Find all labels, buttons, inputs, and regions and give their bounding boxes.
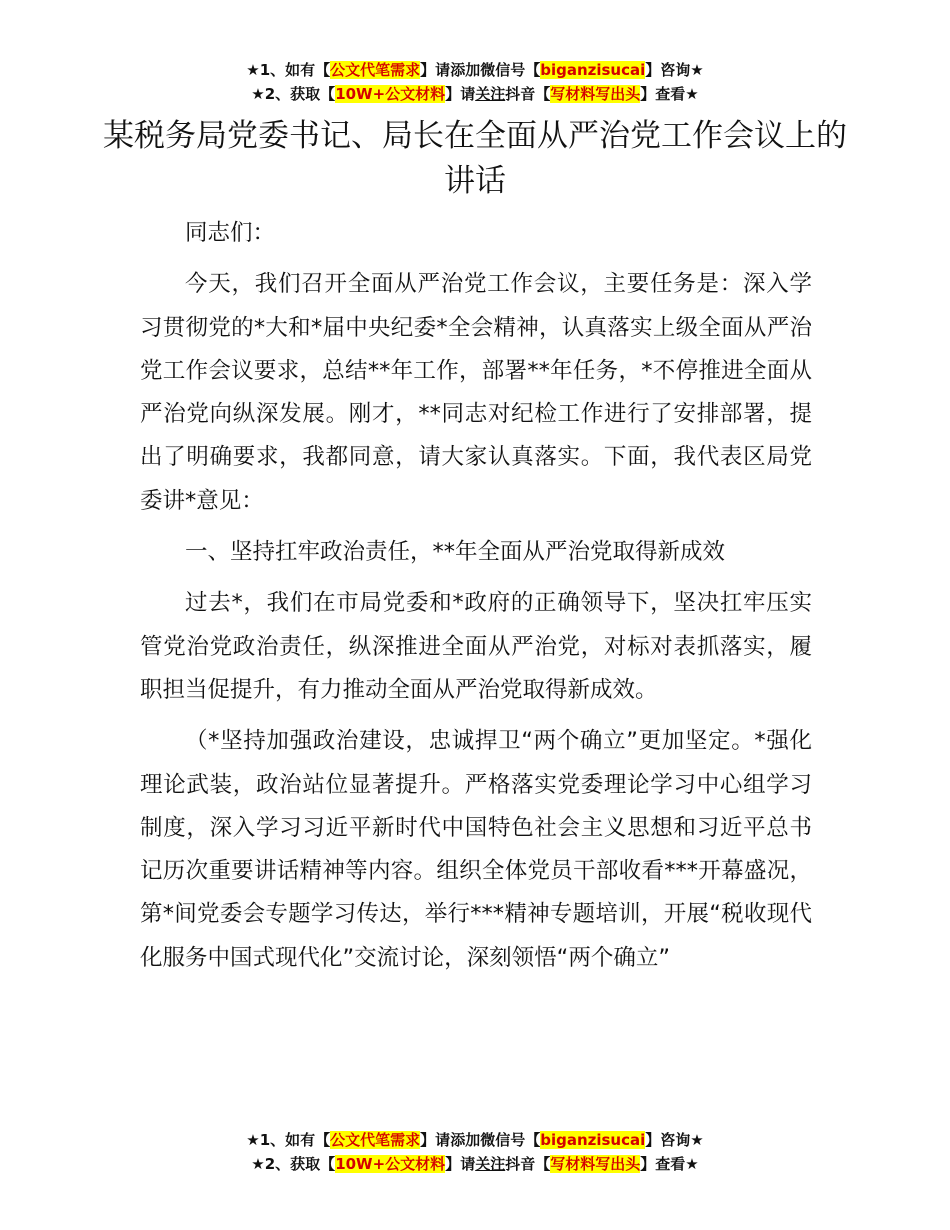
- notice-emphasis: 添加: [450, 61, 481, 79]
- notice-text: 】咨询★: [645, 61, 704, 79]
- notice-highlight: 公文代笔需求: [330, 1131, 421, 1149]
- notice-text: 】请: [445, 1155, 476, 1173]
- document-body: [140, 212, 812, 980]
- notice-highlight: 10W+公文材料: [335, 1155, 446, 1173]
- notice-text: 微信号【: [480, 61, 541, 79]
- header-notice-line-2: [0, 82, 950, 106]
- header-notice-line-1: [0, 58, 950, 82]
- notice-text: 】请: [420, 61, 451, 79]
- notice-emphasis: 添加: [450, 1131, 481, 1149]
- notice-text: ★1、如有【: [246, 1131, 331, 1149]
- header-notice: [0, 58, 950, 106]
- notice-wechat-id: biganzisucai: [540, 61, 646, 79]
- footer-notice-line-2: [0, 1152, 950, 1176]
- notice-text: 抖音【: [505, 1155, 551, 1173]
- notice-text: 】查看★: [640, 85, 699, 103]
- notice-douyin-id: 写材料写出头: [550, 85, 641, 103]
- notice-douyin-id: 写材料写出头: [550, 1155, 641, 1173]
- notice-text: 】咨询★: [645, 1131, 704, 1149]
- footer-notice-line-1: [0, 1128, 950, 1152]
- notice-emphasis: 关注: [475, 1155, 506, 1173]
- body-paragraph: 过去*，我们在市局党委和*政府的正确领导下，坚决扛牢压实管党治党政治责任，纵深推进全面从严治党，对标对表抓落实，履职担当促提升，有力推动全面从严治党取得新成效。: [140, 590, 812, 703]
- salutation-paragraph: 同志们：: [185, 220, 276, 246]
- notice-emphasis: 关注: [475, 85, 506, 103]
- body-paragraph: 今天，我们召开全面从严治党工作会议，主要任务是：深入学习贯彻党的*大和*届中央纪委*全会精神，认真落实上级全面从严治党工作会议要求，总结**年工作，部署**年任务，*不停推进全面从严治党向纵深发展。刚才，**同志对纪检工作进行了安排部署，提出了明确要求，我都同意，请大家认真落实。下面，我代表区局党委讲*意见：: [140, 271, 812, 514]
- body-paragraph: （*坚持加强政治建设，忠诚捍卫“两个确立”更加坚定。*强化理论武装，政治站位显著提升。严格落实党委理论学习中心组学习制度，深入学习习近平新时代中国特色社会主义思想和习近平总书记历次重要讲话精神等内容。组织全体党员干部收看***开幕盛况，第*间党委会专题学习传达，举行***精神专题培训，开展“税收现代化服务中国式现代化”交流讨论，深刻领悟“两个确立”: [140, 728, 812, 971]
- document-title: 某税务局党委书记、局长在全面从严治党工作会议上的讲话: [103, 118, 847, 199]
- notice-text: ★2、获取【: [251, 1155, 336, 1173]
- notice-text: 】请: [420, 1131, 451, 1149]
- notice-highlight: 10W+公文材料: [335, 85, 446, 103]
- notice-text: 抖音【: [505, 85, 551, 103]
- footer-notice: [0, 1128, 950, 1176]
- notice-text: ★2、获取【: [251, 85, 336, 103]
- notice-text: 】请: [445, 85, 476, 103]
- notice-highlight: 公文代笔需求: [330, 61, 421, 79]
- notice-text: ★1、如有【: [246, 61, 331, 79]
- notice-text: 】查看★: [640, 1155, 699, 1173]
- notice-text: 微信号【: [480, 1131, 541, 1149]
- notice-wechat-id: biganzisucai: [540, 1131, 646, 1149]
- section-heading: 一、坚持扛牢政治责任，**年全面从严治党取得新成效: [185, 539, 726, 566]
